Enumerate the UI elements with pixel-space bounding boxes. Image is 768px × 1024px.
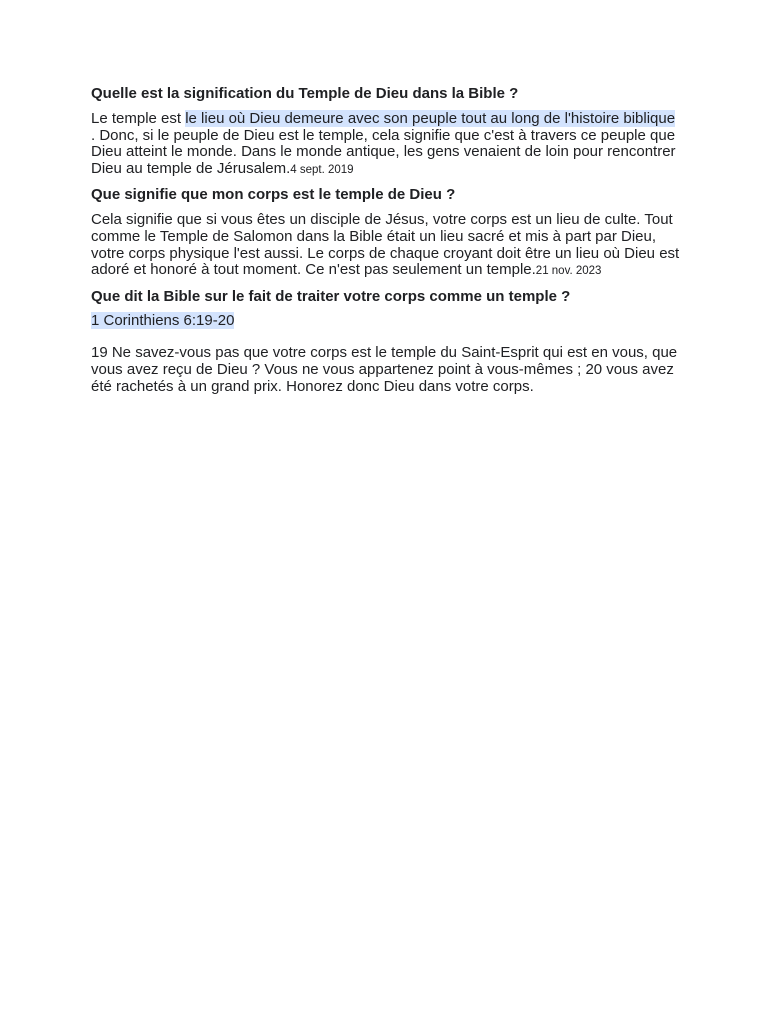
answer-text-continued: . Donc, si le peuple de Dieu est le temple, cela signifie que c'est à travers ce peuple que Dieu atteint le monde. Dans le monde antique, les gens venaient de loin pour rencontrer Dieu au temple de Jérusalem. — [91, 126, 676, 177]
answer-date: 4 sept. 2019 — [290, 163, 354, 176]
answer-highlight: le lieu où Dieu demeure avec son peuple tout au long de l'histoire biblique — [185, 110, 676, 127]
answer-paragraph — [91, 212, 681, 279]
verse-paragraph: 19 Ne savez-vous pas que votre corps est le temple du Saint-Esprit qui est en vous, que vous avez reçu de Dieu ? Vous ne vous appartenez point à vous-mêmes ; 20 vous avez été rachetés à un grand prix. Honorez donc Dieu dans votre corps. — [91, 344, 678, 395]
reference-highlight: 1 Corinthiens 6:19-20 — [91, 311, 235, 329]
answer-paragraph — [91, 111, 681, 178]
answer-text: Le temple est — [91, 110, 186, 127]
question-heading: Que signifie que mon corps est le temple de Dieu ? — [91, 186, 456, 204]
answer-text: Cela signifie que si vous êtes un disciple de Jésus, votre corps est un lieu de culte. Tout comme le Temple de Salomon dans la Bible était un lieu sacré et mis à part par Dieu, votre corps physique l'est aussi. Le corps de chaque croyant doit être un lieu où Dieu est adoré et honoré à tout moment. Ce n'est pas seulement un temple. — [91, 211, 680, 279]
document-page — [91, 84, 681, 395]
question-heading: Que dit la Bible sur le fait de traiter votre corps comme un temple ? — [91, 287, 571, 305]
answer-date: 21 nov. 2023 — [535, 265, 602, 278]
question-heading: Quelle est la signification du Temple de Dieu dans la Bible ? — [91, 85, 519, 102]
scripture-reference — [91, 313, 681, 330]
